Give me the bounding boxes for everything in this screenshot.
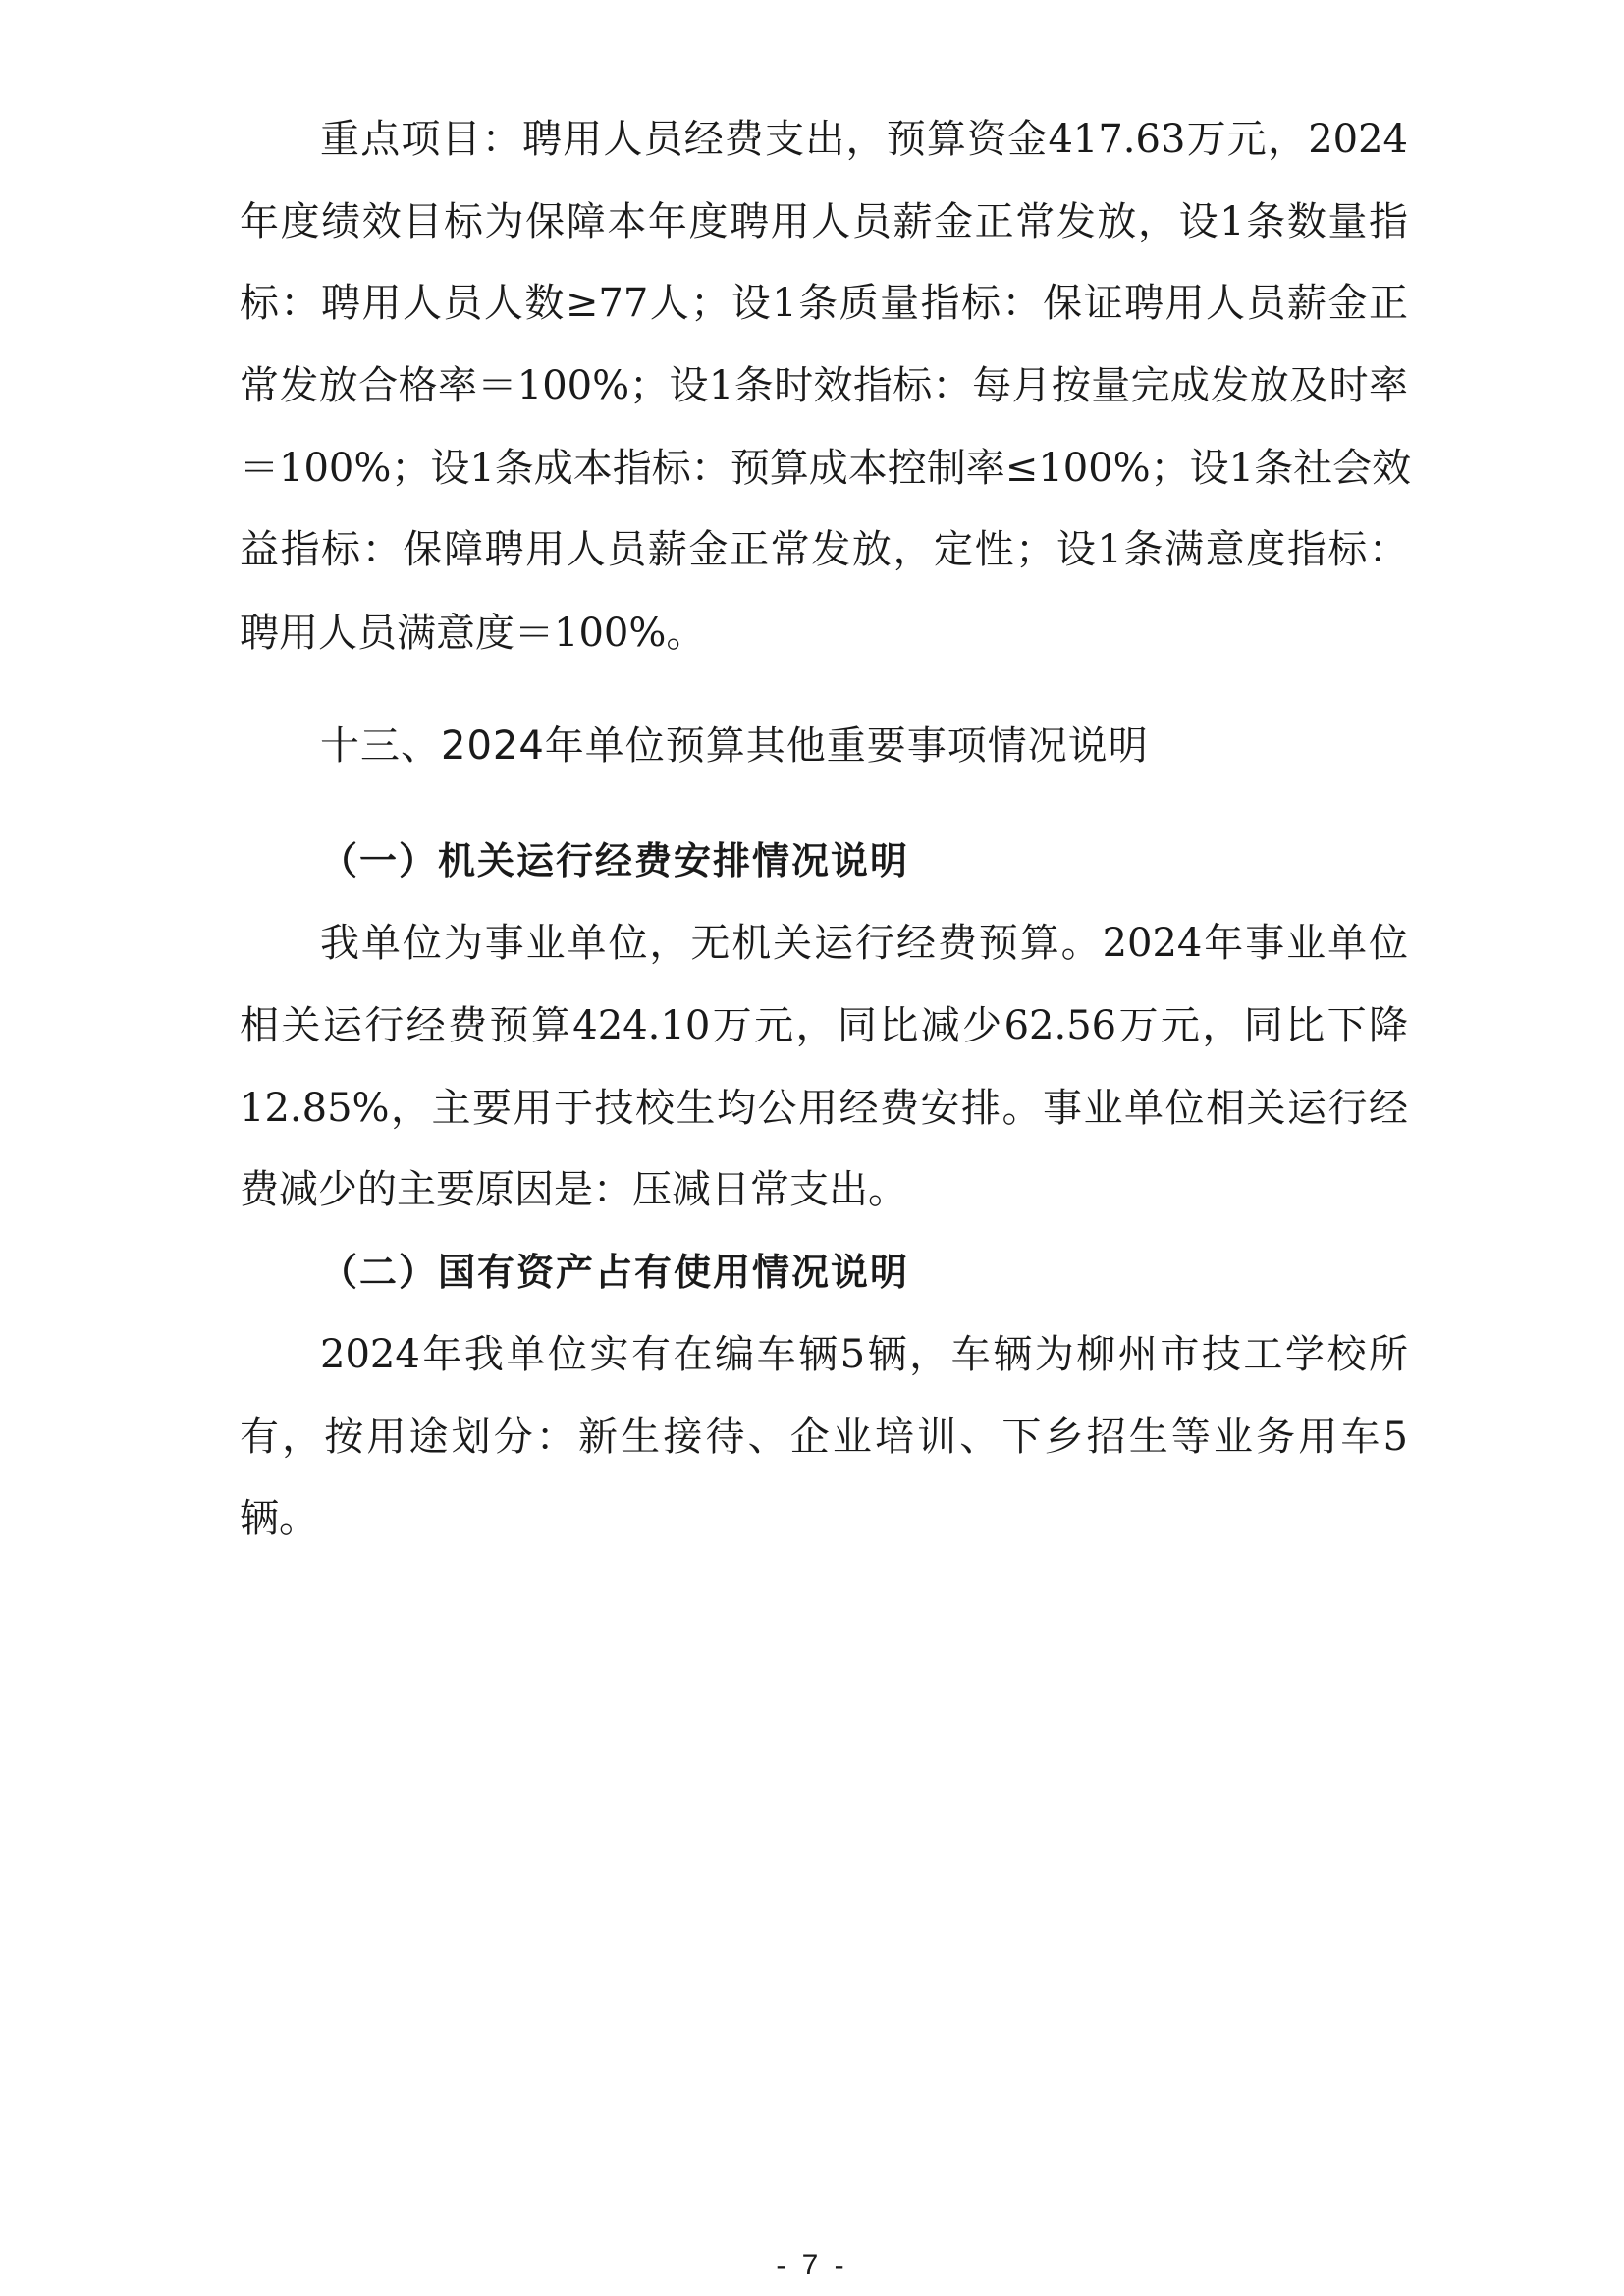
paragraph-line: 12.85%，主要用于技校生均公用经费安排。事业单位相关运行经 <box>240 1086 1408 1131</box>
paragraph-line: ＝100%；设1条成本指标：预算成本控制率≤100%；设1条社会效 <box>240 446 1412 491</box>
paragraph-line: 我单位为事业单位，无机关运行经费预算。2024年事业单位 <box>320 921 1408 966</box>
paragraph-line: 费减少的主要原因是：压减日常支出。 <box>240 1167 907 1212</box>
paragraph-line: 有，按用途划分：新生接待、企业培训、下乡招生等业务用车5 <box>240 1415 1408 1460</box>
paragraph-line: 常发放合格率＝100%；设1条时效指标：每月按量完成发放及时率 <box>240 363 1408 408</box>
paragraph-line: 益指标：保障聘用人员薪金正常发放，定性；设1条满意度指标： <box>240 527 1408 572</box>
paragraph-line: 聘用人员满意度＝100%。 <box>240 611 706 656</box>
subsection-heading: （二）国有资产占有使用情况说明 <box>320 1251 910 1294</box>
paragraph-line: 年度绩效目标为保障本年度聘用人员薪金正常发放，设1条数量指 <box>240 199 1408 244</box>
section-heading: 十三、2024年单位预算其他重要事项情况说明 <box>320 723 1149 769</box>
paragraph-line: 重点项目：聘用人员经费支出，预算资金417.63万元，2024 <box>320 117 1408 162</box>
paragraph-line: 标：聘用人员人数≥77人；设1条质量指标：保证聘用人员薪金正 <box>240 281 1408 326</box>
page-number: - 7 - <box>776 2249 848 2281</box>
paragraph-line: 相关运行经费预算424.10万元，同比减少62.56万元，同比下降 <box>240 1003 1408 1048</box>
paragraph-line: 辆。 <box>240 1496 318 1541</box>
paragraph-line: 2024年我单位实有在编车辆5辆，车辆为柳州市技工学校所 <box>320 1332 1408 1377</box>
subsection-heading: （一）机关运行经费安排情况说明 <box>320 839 910 882</box>
